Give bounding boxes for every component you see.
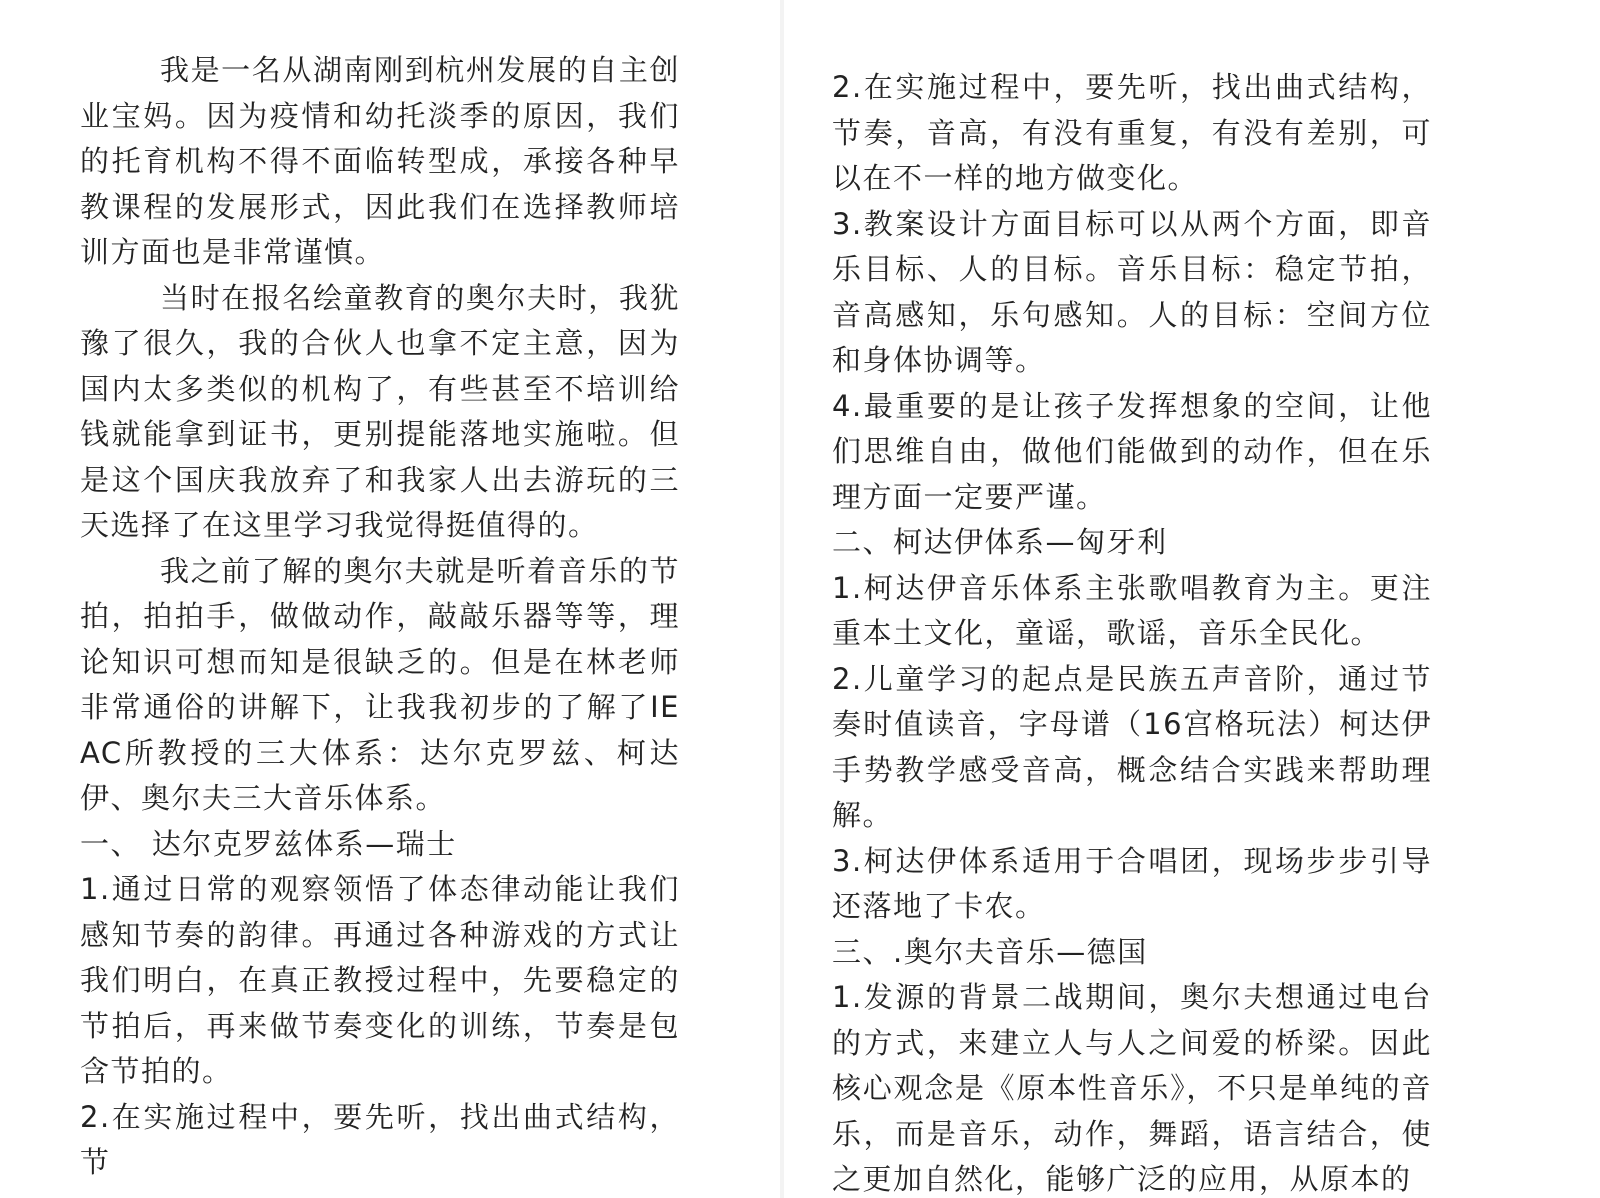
section-heading-orff: 三、.奥尔夫音乐—德国 bbox=[832, 934, 1148, 969]
right-page bbox=[784, 0, 1600, 1198]
kodaly-item-1: 1.柯达伊音乐体系主张歌唱教育为主。更注重本土文化，童谣，歌谣，音乐全民化。 bbox=[832, 570, 1432, 650]
right-text-column bbox=[832, 65, 1432, 1198]
dalcroze-item-2-fragment: 2.在实施过程中，要先听，找出曲式结构，节 bbox=[80, 1099, 680, 1179]
left-page bbox=[0, 0, 780, 1198]
section-heading-kodaly: 二、柯达伊体系—匈牙利 bbox=[832, 525, 1168, 559]
dalcroze-item-4: 4.最重要的是让孩子发挥想象的空间，让他们思维自由，做他们能做到的动作，但在乐理方面一定要严谨。 bbox=[832, 388, 1432, 514]
dalcroze-item-2: 2.在实施过程中，要先听，找出曲式结构，节奏，音高，有没有重复，有没有差别，可以在不一样的地方做变化。 bbox=[832, 70, 1432, 195]
orff-item-1: 1.发源的背景二战期间，奥尔夫想通过电台的方式，来建立人与人之间爱的桥梁。因此核心观念是《原本性音乐》，不只是单纯的音乐，而是音乐，动作，舞蹈，语言结合，使之更加自然化，能够广泛的应用，从原本的 bbox=[832, 980, 1432, 1196]
dalcroze-item-1: 1.通过日常的观察领悟了体态律动能让我们感知节奏的韵律。再通过各种游戏的方式让我们明白，在真正教授过程中，先要稳定的节拍后，再来做节奏变化的训练，节奏是包含节拍的。 bbox=[80, 872, 680, 1088]
left-text-column bbox=[80, 48, 680, 1186]
kodaly-item-2: 2.儿童学习的起点是民族五声音阶，通过节奏时值读音，字母谱（16宫格玩法）柯达伊手势教学感受音高，概念结合实践来帮助理解。 bbox=[832, 661, 1432, 832]
intro-paragraph: 我是一名从湖南刚到杭州发展的自主创业宝妈。因为疫情和幼托淡季的原因，我们的托育机构不得不面临转型成，承接各种早教课程的发展形式，因此我们在选择教师培训方面也是非常谨慎。 bbox=[80, 53, 680, 269]
registration-paragraph: 当时在报名绘童教育的奥尔夫时，我犹豫了很久，我的合伙人也拿不定主意，因为国内太多类似的机构了，有些甚至不培训给钱就能拿到证书，更别提能落地实施啦。但是这个国庆我放弃了和我家人出去游玩的三天选择了在这里学习我觉得挺值得的。 bbox=[80, 280, 680, 542]
section-heading-dalcroze: 一、 达尔克罗兹体系—瑞士 bbox=[80, 826, 457, 861]
learning-paragraph: 我之前了解的奥尔夫就是听着音乐的节拍，拍拍手，做做动作，敲敲乐器等等，理论知识可想而知是很缺乏的。但是在林老师非常通俗的讲解下，让我我初步的了解了IEAC所教授的三大体系：达尔克罗兹、柯达伊、奥尔夫三大音乐体系。 bbox=[80, 553, 680, 815]
dalcroze-item-3: 3.教案设计方面目标可以从两个方面，即音乐目标、人的目标。音乐目标：稳定节拍，音高感知，乐句感知。人的目标：空间方位和身体协调等。 bbox=[832, 206, 1432, 377]
kodaly-item-3: 3.柯达伊体系适用于合唱团，现场步步引导还落地了卡农。 bbox=[832, 843, 1432, 923]
